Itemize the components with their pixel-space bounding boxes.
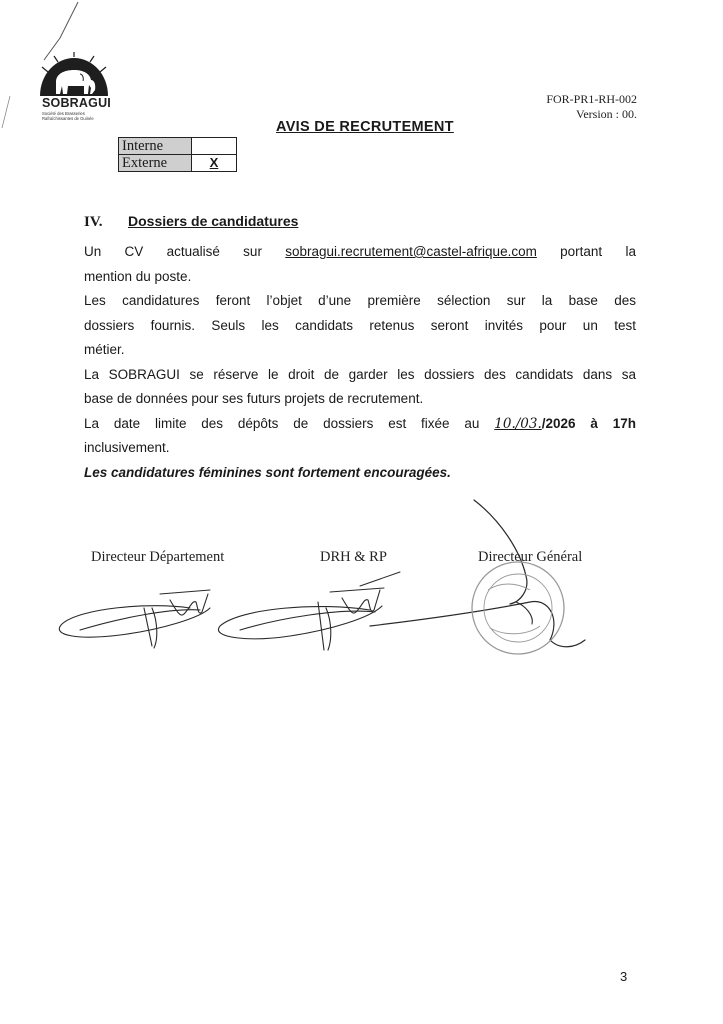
interne-value: [192, 138, 237, 155]
table-row: [119, 138, 237, 155]
deadline-date-printed: /2026 à 17h: [541, 415, 636, 431]
logo-text: SOBRAGUI: [42, 96, 111, 110]
company-logo: [34, 52, 124, 130]
encouragement-note: Les candidatures féminines sont fortement encouragées.: [84, 464, 451, 480]
deadline-line-1: [84, 412, 636, 437]
recruitment-type-table: [118, 137, 237, 172]
body-text: [84, 240, 636, 485]
signature-department: [59, 590, 210, 648]
externe-label: Externe: [119, 155, 192, 172]
form-reference: [546, 92, 637, 122]
logo-subtitle: Société des Brasseries Rafraîchissantes de Guinée: [42, 111, 94, 121]
page-title: AVIS DE RECRUTEMENT: [276, 119, 454, 135]
signatures-area: [40, 490, 600, 680]
table-row: [119, 155, 237, 172]
section-number: IV.: [84, 214, 103, 230]
signatory-label-department: Directeur Département: [91, 549, 225, 565]
cv-line-2: mention du poste.: [84, 268, 192, 284]
interne-label: Interne: [119, 138, 192, 155]
selection-line-3: métier.: [84, 342, 125, 357]
section-heading: [84, 213, 298, 231]
form-code: FOR-PR1-RH-002: [546, 92, 637, 106]
page-number: 3: [620, 969, 628, 984]
selection-line-1: Les candidatures feront l’objet d’une première sélection sur la base des: [84, 293, 636, 308]
cv-suffix: portant la: [560, 244, 636, 259]
externe-value: X: [209, 155, 219, 170]
cv-line-1: [84, 240, 636, 265]
signatory-label-hr: DRH & RP: [320, 549, 387, 565]
signature-hr: [218, 572, 400, 650]
deadline-line-2: inclusivement.: [84, 440, 170, 455]
deadline-prefix: La date limite des dépôts de dossiers est fixée au: [84, 415, 480, 431]
externe-cell: [192, 155, 237, 172]
email-link[interactable]: sobragui.recrutement@castel-afrique.com: [285, 244, 537, 259]
reserve-line-2: base de données pour ses futurs projets de recrutement.: [84, 391, 424, 406]
cv-prefix: Un CV actualisé sur: [84, 244, 262, 259]
selection-line-2: dossiers fournis. Seuls les candidats retenus seront invités pour un test: [84, 317, 636, 333]
reserve-line-1: La SOBRAGUI se réserve le droit de garder les dossiers des candidats dans sa: [84, 366, 636, 382]
deadline-date-handwritten: 10./03.: [494, 415, 542, 432]
section-title: Dossiers de candidatures: [128, 213, 299, 229]
elephant-logo-icon: [34, 52, 114, 98]
signatory-label-general: Directeur Général: [478, 549, 583, 565]
official-stamp: [472, 562, 564, 654]
form-version: Version : 00.: [576, 107, 637, 121]
signature-general: [370, 500, 585, 647]
